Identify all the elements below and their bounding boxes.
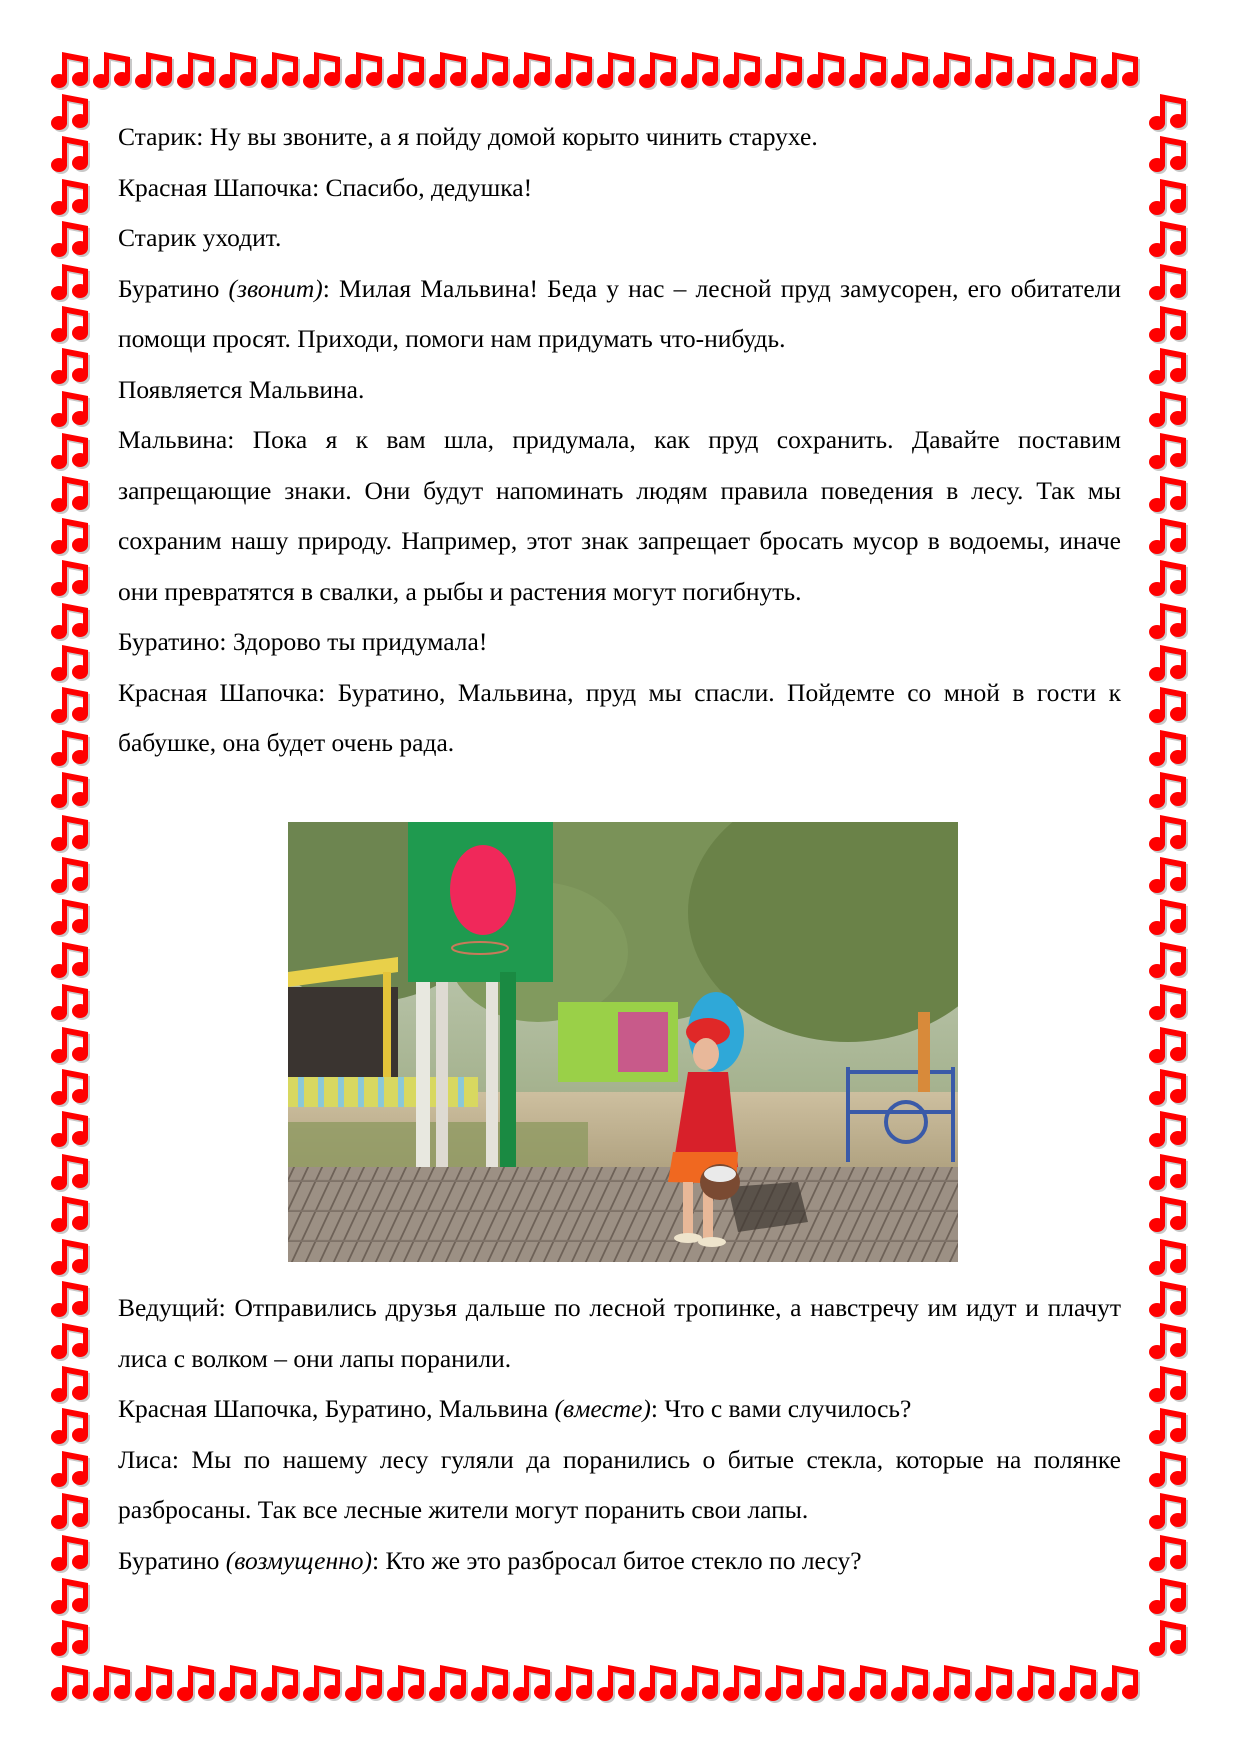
music-note-icon <box>50 895 92 937</box>
line-text: Пока я к вам шла, придумала, как пруд сохранить. Давайте поставим запрещающие знаки. Они будут напоминать людям правила поведения в лесу. Так мы сохраним нашу природу. Например, этот знак запрещает бросать мусор в водоемы, иначе они превратятся в свалки, а рыбы и растения могут погибнуть. <box>118 425 1121 606</box>
music-note-icon <box>1148 641 1190 683</box>
music-note-icon <box>1148 344 1190 386</box>
music-note-icon <box>764 48 806 90</box>
music-note-icon <box>50 302 92 344</box>
colon: : <box>318 677 326 707</box>
music-note-icon <box>50 1616 92 1658</box>
colon: : <box>312 172 320 202</box>
music-note-icon <box>1016 48 1058 90</box>
music-note-icon <box>176 48 218 90</box>
music-note-icon <box>50 1661 92 1703</box>
stage-remark: (возмущенно) <box>225 1545 373 1575</box>
music-note-icon <box>218 48 260 90</box>
music-note-icon <box>1148 1362 1190 1404</box>
music-note-icon <box>50 1489 92 1531</box>
music-note-icon <box>50 217 92 259</box>
music-note-icon <box>1148 556 1190 598</box>
music-note-icon <box>1148 599 1190 641</box>
music-note-icon <box>218 1661 260 1703</box>
paragraph <box>118 617 1121 668</box>
music-note-icon <box>50 1150 92 1192</box>
script-text-top <box>118 112 1121 769</box>
stage-remark: (звонит) <box>228 273 323 303</box>
music-note-icon <box>50 726 92 768</box>
music-note-icon <box>974 1661 1016 1703</box>
paragraph <box>118 163 1121 214</box>
line-text: Появляется Мальвина. <box>118 374 365 404</box>
paragraph <box>118 1435 1121 1536</box>
music-note-icon <box>344 1661 386 1703</box>
music-note-icon <box>1058 48 1100 90</box>
music-note-icon <box>1148 132 1190 174</box>
music-note-icon <box>1148 1235 1190 1277</box>
music-note-icon <box>50 1235 92 1277</box>
speaker: Буратино <box>118 1545 220 1575</box>
music-note-icon <box>1148 980 1190 1022</box>
line-text: Отправились друзья дальше по лесной тропинке, а навстречу им идут и плачут лиса с волком – они лапы поранили. <box>118 1293 1121 1373</box>
music-note-icon <box>344 48 386 90</box>
music-note-icon <box>50 1447 92 1489</box>
line-text: Мы по нашему лесу гуляли да поранились о битые стекла, которые на полянке разбросаны. Так все лесные жители могут поранить свои лапы. <box>118 1444 1121 1524</box>
music-note-icon <box>50 429 92 471</box>
border-top <box>50 48 1142 92</box>
music-note-icon <box>1148 175 1190 217</box>
music-note-icon <box>50 1192 92 1234</box>
speaker: Лиса <box>118 1444 172 1474</box>
music-note-icon <box>50 683 92 725</box>
stage-direction <box>118 365 1121 416</box>
music-note-icon <box>1148 217 1190 259</box>
music-note-icon <box>1148 811 1190 853</box>
music-note-icon <box>50 980 92 1022</box>
music-note-icon <box>176 1661 218 1703</box>
speaker: Красная Шапочка <box>118 172 313 202</box>
music-note-icon <box>260 48 302 90</box>
music-note-icon <box>638 1661 680 1703</box>
photo-image <box>288 822 958 1262</box>
border-bottom <box>50 1661 1142 1705</box>
music-note-icon <box>680 1661 722 1703</box>
music-note-icon <box>386 48 428 90</box>
music-note-icon <box>134 48 176 90</box>
line-text: Что с вами случилось? <box>664 1394 912 1423</box>
music-note-icon <box>50 938 92 980</box>
music-note-icon <box>50 556 92 598</box>
photo-malvina-playground <box>288 822 958 1262</box>
music-note-icon <box>1148 1065 1190 1107</box>
music-note-icon <box>50 1277 92 1319</box>
music-note-icon <box>806 48 848 90</box>
music-note-icon <box>302 48 344 90</box>
music-note-icon <box>1148 514 1190 556</box>
speaker: Мальвина <box>118 425 228 454</box>
music-note-icon <box>722 48 764 90</box>
music-note-icon <box>1148 1489 1190 1531</box>
music-note-icon <box>428 48 470 90</box>
music-note-icon <box>1148 1023 1190 1065</box>
music-note-icon <box>1148 1447 1190 1489</box>
music-note-icon <box>50 1531 92 1573</box>
music-note-icon <box>50 1574 92 1616</box>
music-note-icon <box>50 811 92 853</box>
music-note-icon <box>1148 853 1190 895</box>
music-note-icon <box>1148 938 1190 980</box>
stage-remark: (вместе) <box>554 1394 651 1423</box>
music-note-icon <box>50 472 92 514</box>
speaker: Буратино <box>118 627 220 656</box>
line-text: Старик уходит. <box>118 223 282 252</box>
music-note-icon <box>92 48 134 90</box>
music-note-icon <box>1148 1319 1190 1361</box>
music-note-icon <box>596 48 638 90</box>
music-note-icon <box>722 1661 764 1703</box>
music-note-icon <box>386 1661 428 1703</box>
music-note-icon <box>1100 48 1142 90</box>
music-note-icon <box>50 132 92 174</box>
border-left <box>50 90 94 1658</box>
speaker: Буратино <box>118 273 220 303</box>
music-note-icon <box>50 1362 92 1404</box>
speaker: Ведущий <box>118 1293 219 1322</box>
music-note-icon <box>50 768 92 810</box>
music-note-icon <box>848 48 890 90</box>
stage-direction <box>118 213 1121 264</box>
speaker: Красная Шапочка <box>118 677 319 707</box>
music-note-icon <box>50 344 92 386</box>
line-text: Ну вы звоните, а я пойду домой корыто чинить старухе. <box>209 122 818 151</box>
music-note-icon <box>50 1107 92 1149</box>
line-text: Милая Мальвина! Беда у нас – лесной пруд замусорен, его обитатели помощи просят. Приходи, помоги нам придумать что-нибудь. <box>118 273 1122 353</box>
colon: : <box>372 1545 380 1575</box>
colon: : <box>322 273 330 303</box>
music-note-icon <box>1148 726 1190 768</box>
music-note-icon <box>1016 1661 1058 1703</box>
music-note-icon <box>554 48 596 90</box>
line-text: Здорово ты придумала! <box>232 627 488 656</box>
paragraph <box>118 668 1121 769</box>
music-note-icon <box>1148 683 1190 725</box>
speaker: Красная Шапочка, Буратино, Мальвина <box>118 1394 549 1423</box>
music-note-icon <box>1148 1531 1190 1573</box>
music-note-icon <box>50 48 92 90</box>
music-note-icon <box>1148 472 1190 514</box>
music-note-icon <box>428 1661 470 1703</box>
music-note-icon <box>50 260 92 302</box>
music-note-icon <box>680 48 722 90</box>
paragraph <box>118 415 1121 617</box>
script-text-bottom <box>118 1283 1121 1586</box>
music-note-icon <box>1148 1616 1190 1658</box>
music-note-icon <box>1148 302 1190 344</box>
line-text: Спасибо, дедушка! <box>325 172 533 202</box>
colon: : <box>219 627 227 656</box>
music-note-icon <box>50 1023 92 1065</box>
music-note-icon <box>1148 768 1190 810</box>
line-text: Буратино, Мальвина, пруд мы спасли. Пойдемте со мной в гости к бабушке, она будет очень рада. <box>118 677 1121 757</box>
music-note-icon <box>512 48 554 90</box>
music-note-icon <box>50 853 92 895</box>
music-note-icon <box>50 1319 92 1361</box>
music-note-icon <box>974 48 1016 90</box>
music-note-icon <box>50 1065 92 1107</box>
music-note-icon <box>1148 1192 1190 1234</box>
music-note-icon <box>890 1661 932 1703</box>
music-note-icon <box>50 387 92 429</box>
music-note-icon <box>596 1661 638 1703</box>
music-note-icon <box>50 175 92 217</box>
music-note-icon <box>1100 1661 1142 1703</box>
border-right <box>1148 90 1192 1658</box>
colon: : <box>196 122 204 151</box>
music-note-icon <box>1148 895 1190 937</box>
music-note-icon <box>50 90 92 132</box>
music-note-icon <box>1148 387 1190 429</box>
music-note-icon <box>764 1661 806 1703</box>
music-note-icon <box>1148 1404 1190 1446</box>
colon: : <box>650 1394 658 1423</box>
speaker: Старик <box>118 122 197 151</box>
music-note-icon <box>1148 429 1190 471</box>
music-note-icon <box>260 1661 302 1703</box>
music-note-icon <box>470 1661 512 1703</box>
music-note-icon <box>470 48 512 90</box>
music-note-icon <box>1148 1150 1190 1192</box>
paragraph <box>118 1384 1121 1435</box>
line-text: Кто же это разбросал битое стекло по лесу? <box>385 1545 862 1575</box>
music-note-icon <box>50 641 92 683</box>
music-note-icon <box>512 1661 554 1703</box>
music-note-icon <box>932 1661 974 1703</box>
music-note-icon <box>638 48 680 90</box>
paragraph <box>118 264 1121 365</box>
music-note-icon <box>50 1404 92 1446</box>
music-note-icon <box>50 599 92 641</box>
colon: : <box>171 1444 179 1474</box>
colon: : <box>218 1293 226 1322</box>
music-note-icon <box>1148 1574 1190 1616</box>
music-note-icon <box>1148 1277 1190 1319</box>
music-note-icon <box>848 1661 890 1703</box>
music-note-icon <box>92 1661 134 1703</box>
music-note-icon <box>1058 1661 1100 1703</box>
fence <box>288 1077 478 1107</box>
music-note-icon <box>890 48 932 90</box>
music-note-icon <box>302 1661 344 1703</box>
red-circle-sign <box>450 845 516 935</box>
music-note-icon <box>50 514 92 556</box>
paragraph <box>118 112 1121 163</box>
music-note-icon <box>1148 1107 1190 1149</box>
paragraph <box>118 1536 1121 1587</box>
music-note-icon <box>554 1661 596 1703</box>
music-note-icon <box>1148 90 1190 132</box>
music-note-icon <box>806 1661 848 1703</box>
music-note-icon <box>1148 260 1190 302</box>
music-note-icon <box>932 48 974 90</box>
paragraph <box>118 1283 1121 1384</box>
music-note-icon <box>134 1661 176 1703</box>
colon: : <box>227 425 235 454</box>
